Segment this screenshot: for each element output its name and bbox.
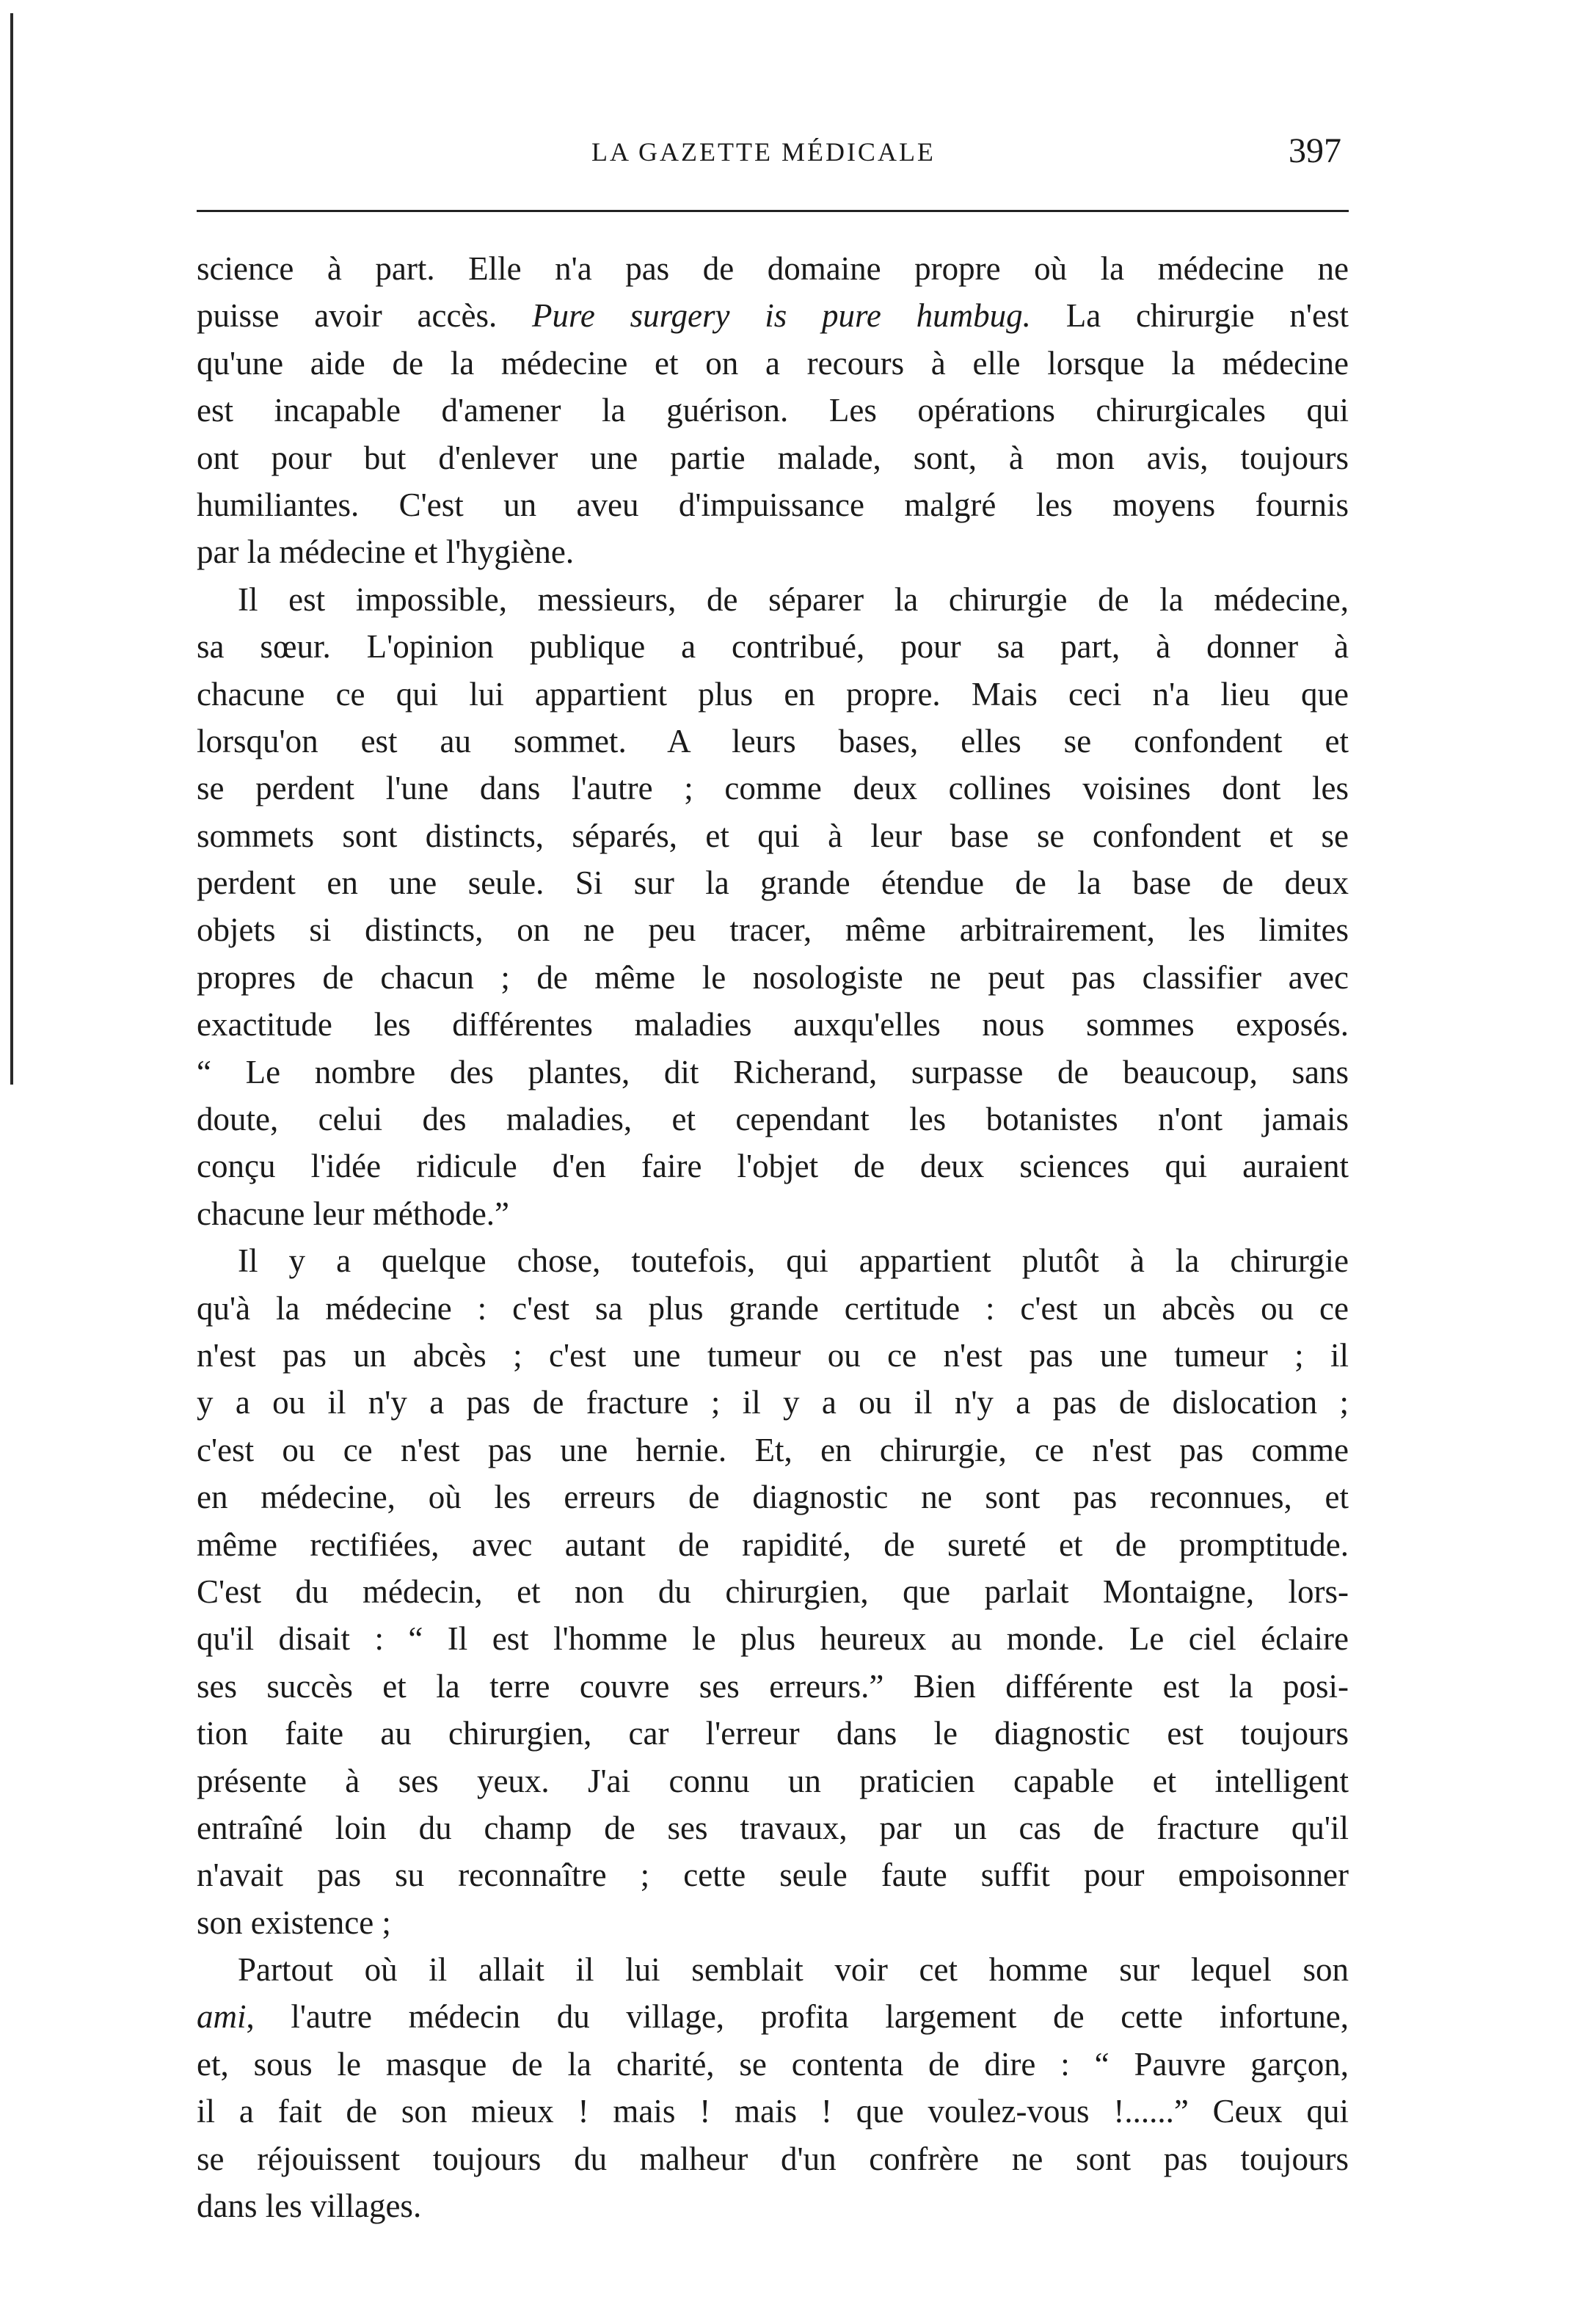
text-line: est incapable d'amener la guérison. Les opérations chirurgicales qui bbox=[197, 392, 1349, 429]
text-line: ses succès et la terre couvre ses erreurs.” Bien différente est la posi- bbox=[197, 1667, 1349, 1705]
text-line: sommets sont distincts, séparés, et qui à leur base se confondent et se bbox=[197, 817, 1349, 854]
text-line: Partout où il allait il lui semblait voir cet homme sur lequel son bbox=[238, 1951, 1349, 1989]
text-line: exactitude les différentes maladies auxqu'elles nous sommes exposés. bbox=[197, 1006, 1349, 1043]
text-line: chacune leur méthode.” bbox=[197, 1195, 510, 1232]
text-line: entraîné loin du champ de ses travaux, par un cas de fracture qu'il bbox=[197, 1809, 1349, 1846]
text-line: chacune ce qui lui appartient plus en propre. Mais ceci n'a lieu que bbox=[197, 675, 1349, 713]
text-line: science à part. Elle n'a pas de domaine propre où la médecine ne bbox=[197, 250, 1349, 287]
text-line: Il est impossible, messieurs, de séparer la chirurgie de la médecine, bbox=[238, 580, 1349, 618]
text-line: n'avait pas su reconnaître ; cette seule faute suffit pour empoisonner bbox=[197, 1857, 1349, 1894]
text-line: puisse avoir accès. Pure surgery is pure humbug. La chirurgie n'est bbox=[197, 297, 1349, 335]
text-line: par la médecine et l'hygiène. bbox=[197, 533, 575, 571]
page-number: 397 bbox=[1289, 131, 1341, 170]
text-line: dans les villages. bbox=[197, 2188, 422, 2225]
text-line: présente à ses yeux. J'ai connu un praticien capable et intelligent bbox=[197, 1762, 1349, 1799]
text-line: conçu l'idée ridicule d'en faire l'objet de deux sciences qui auraient bbox=[197, 1148, 1349, 1185]
text-line: n'est pas un abcès ; c'est une tumeur ou ce n'est pas une tumeur ; il bbox=[197, 1336, 1349, 1374]
text-line: perdent en une seule. Si sur la grande étendue de la base de deux bbox=[197, 864, 1349, 902]
body-text bbox=[197, 245, 1349, 2229]
text-line: doute, celui des maladies, et cependant les botanistes n'ont jamais bbox=[197, 1101, 1349, 1138]
text-line: et, sous le masque de la charité, se contenta de dire : “ Pauvre garçon, bbox=[197, 2045, 1349, 2083]
text-line: sa sœur. L'opinion publique a contribué, pour sa part, à donner à bbox=[197, 628, 1349, 666]
text-line: “ Le nombre des plantes, dit Richerand, surpasse de beaucoup, sans bbox=[197, 1053, 1349, 1090]
text-line: se perdent l'une dans l'autre ; comme deux collines voisines dont les bbox=[197, 770, 1349, 807]
text-line: en médecine, où les erreurs de diagnostic ne sont pas reconnues, et bbox=[197, 1479, 1349, 1516]
scan-binding-edge bbox=[10, 13, 13, 1085]
text-line: c'est ou ce n'est pas une hernie. Et, en chirurgie, ce n'est pas comme bbox=[197, 1431, 1349, 1468]
running-head: LA GAZETTE MÉDICALE bbox=[591, 137, 936, 167]
text-line: y a ou il n'y a pas de fracture ; il y a ou il n'y a pas de dislocation ; bbox=[197, 1384, 1349, 1421]
text-line: tion faite au chirurgien, car l'erreur dans le diagnostic est toujours bbox=[197, 1715, 1349, 1752]
text-line: objets si distincts, on ne peu tracer, même arbitrairement, les limites bbox=[197, 911, 1349, 949]
text-line: humiliantes. C'est un aveu d'impuissance malgré les moyens fournis bbox=[197, 486, 1349, 523]
header-rule bbox=[197, 210, 1349, 212]
text-line: Il y a quelque chose, toutefois, qui appartient plutôt à la chirurgie bbox=[238, 1242, 1349, 1280]
text-line: C'est du médecin, et non du chirurgien, que parlait Montaigne, lors- bbox=[197, 1573, 1349, 1610]
text-line: ami, l'autre médecin du village, profita largement de cette infortune, bbox=[197, 1998, 1349, 2036]
text-line: lorsqu'on est au sommet. A leurs bases, elles se confondent et bbox=[197, 722, 1349, 760]
text-line: se réjouissent toujours du malheur d'un confrère ne sont pas toujours bbox=[197, 2140, 1349, 2177]
text-line: propres de chacun ; de même le nosologiste ne peut pas classifier avec bbox=[197, 958, 1349, 996]
text-line: qu'il disait : “ Il est l'homme le plus heureux au monde. Le ciel éclaire bbox=[197, 1620, 1349, 1658]
text-line: même rectifiées, avec autant de rapidité, de sureté et de promptitude. bbox=[197, 1526, 1349, 1563]
text-line: ont pour but d'enlever une partie malade, sont, à mon avis, toujours bbox=[197, 439, 1349, 476]
text-line: son existence ; bbox=[197, 1904, 391, 1941]
text-line: qu'à la médecine : c'est sa plus grande certitude : c'est un abcès ou ce bbox=[197, 1289, 1349, 1327]
page-header bbox=[197, 131, 1349, 182]
text-line: qu'une aide de la médecine et on a recours à elle lorsque la médecine bbox=[197, 344, 1349, 382]
text-line: il a fait de son mieux ! mais ! mais ! que voulez-vous !......” Ceux qui bbox=[197, 2093, 1349, 2130]
